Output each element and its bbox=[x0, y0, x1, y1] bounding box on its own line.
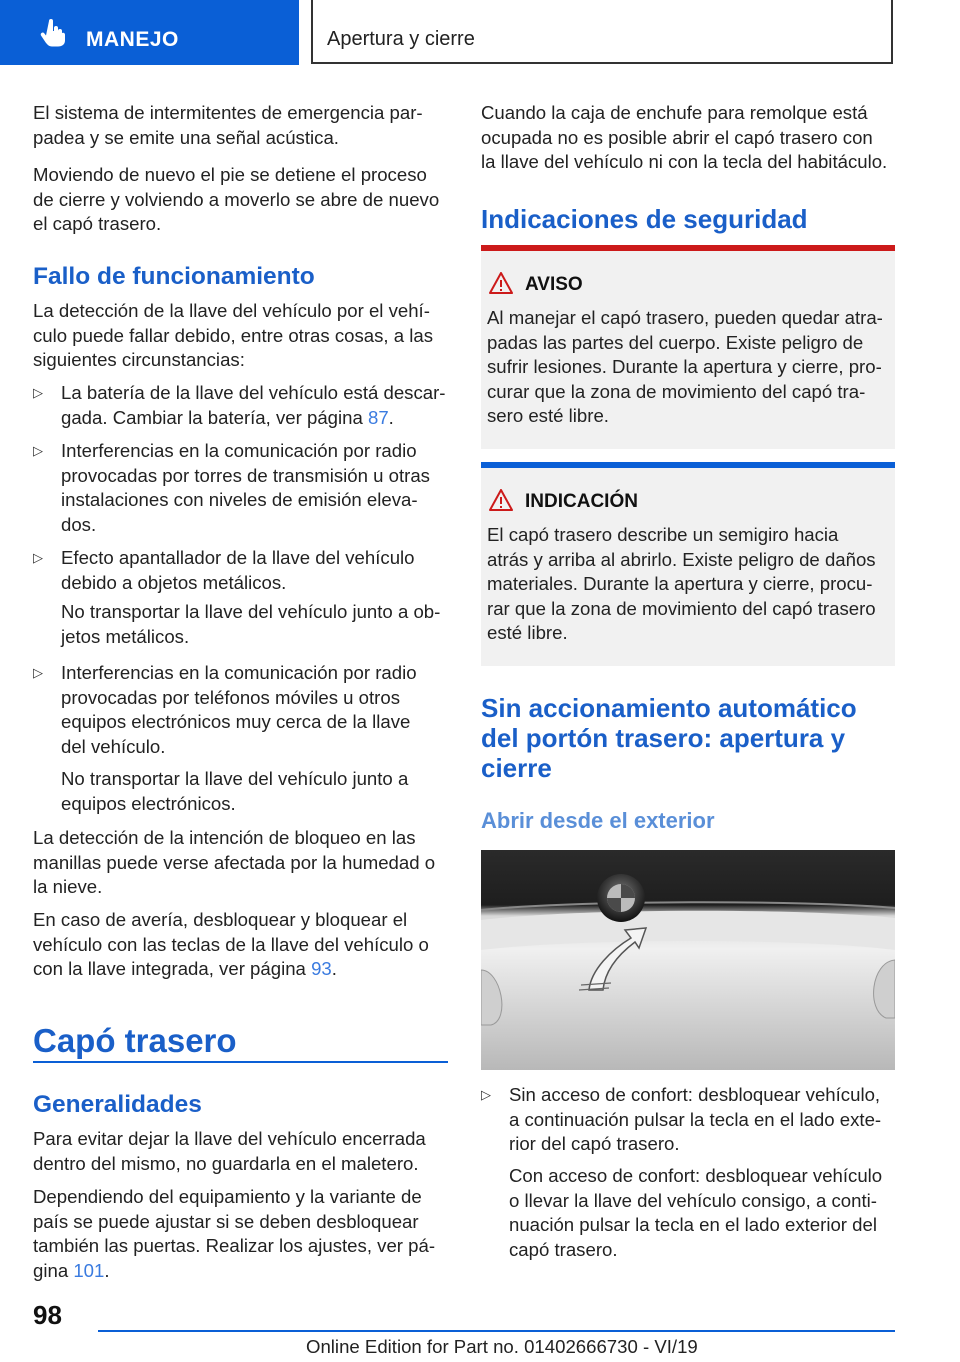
paragraph: Dependiendo del equipamiento y la variante de país se puede ajustar si se deben desbloquear también las puertas. Realizar los ajustes, ver pá‐ gina bbox=[33, 1186, 436, 1281]
bullet-triangle-icon: ▷ bbox=[33, 443, 43, 458]
page-link[interactable]: 101 bbox=[73, 1259, 105, 1281]
page-number: 98 bbox=[33, 1300, 62, 1330]
list-item-text: Interferencias en la comunicación por radio provocadas por torres de transmisión u otras instalaciones con niveles de emisión eleva‐ dos. bbox=[61, 440, 430, 535]
paragraph: La detección de la intención de bloqueo en las manillas puede verse afectada por la humedad o la nieve. bbox=[33, 827, 436, 898]
heading-seguridad: Indicaciones de seguridad bbox=[481, 204, 808, 234]
list-item-text: Efecto apantallador de la llave del vehículo debido a objetos metálicos. bbox=[61, 547, 415, 593]
list-item-subtext: Con acceso de confort: desbloquear vehículo o llevar la llave del vehículo consigo, a conti‐ nuación pulsar la tecla en el lado exterior del capó trasero. bbox=[509, 1165, 883, 1260]
notice-bar bbox=[481, 462, 895, 468]
section-title: Apertura y cierre bbox=[327, 28, 475, 50]
list-item-text: Sin acceso de confort: desbloquear vehículo, a continuación pulsar la tecla en el lado exte‐ rior del capó trasero. bbox=[509, 1084, 882, 1155]
warning-title: AVISO bbox=[525, 274, 583, 295]
bullet-triangle-icon: ▷ bbox=[33, 550, 43, 565]
paragraph: La detección de la llave del vehículo por el vehí‐ culo puede fallar debido, entre otras cosas, a las siguientes circunstancias: bbox=[33, 300, 434, 371]
paragraph: En caso de avería, desbloquear y bloquear el vehículo con las teclas de la llave del vehículo o con la llave integrada, ver página bbox=[33, 909, 429, 980]
paragraph: Para evitar dejar la llave del vehículo encerrada dentro del mismo, no guardarla en el maletero. bbox=[33, 1128, 426, 1174]
list-item-text: La batería de la llave del vehículo está descar‐ gada. Cambiar la batería, ver página bbox=[61, 382, 446, 428]
bullet-triangle-icon: ▷ bbox=[33, 665, 43, 680]
paragraph: El sistema de intermitentes de emergencia par‐ padea y se emite una señal acústica. bbox=[33, 102, 423, 148]
warning-triangle-icon bbox=[489, 489, 513, 511]
paragraph: Cuando la caja de enchufe para remolque está ocupada no es posible abrir el capó trasero con la llave del vehículo ni con la tecla del habitáculo. bbox=[481, 102, 888, 173]
hand-pointer-icon bbox=[38, 18, 68, 48]
footer-divider bbox=[98, 1330, 895, 1332]
warning-box bbox=[481, 245, 895, 449]
notice-text: El capó trasero describe un semigiro hacia atrás y arriba al abrirlo. Existe peligro de daños materiales. Durante la apertura y cierre, procu‐ rar que la zona de movimiento del capó trasero esté libre. bbox=[487, 524, 876, 644]
notice-title: INDICACIÓN bbox=[525, 491, 638, 512]
chapter-tab bbox=[0, 0, 299, 65]
list-item-subtext: No transportar la llave del vehículo junto a equipos electrónicos. bbox=[61, 768, 409, 814]
page-link[interactable]: 87 bbox=[367, 406, 389, 428]
section-header bbox=[311, 0, 893, 64]
heading-fallo: Fallo de funcionamiento bbox=[33, 263, 315, 290]
page-link[interactable]: 93 bbox=[311, 958, 332, 980]
paragraph: Moviendo de nuevo el pie se detiene el proceso de cierre y volviendo a moverlo se abre de nuevo el capó trasero. bbox=[33, 164, 440, 235]
edition-text: Online Edition for Part no. 01402666730 - VI/19 bbox=[306, 1336, 698, 1357]
section-divider bbox=[33, 1061, 448, 1063]
bullet-triangle-icon: ▷ bbox=[481, 1087, 491, 1102]
chapter-title: MANEJO bbox=[86, 28, 179, 51]
heading-capo: Capó trasero bbox=[33, 1022, 237, 1059]
warning-bar bbox=[481, 245, 895, 251]
notice-box bbox=[481, 462, 895, 666]
list-item-text: Interferencias en la comunicación por radio provocadas por teléfonos móviles u otros equipos electrónicos muy cerca de la llave del vehículo. bbox=[61, 662, 417, 757]
warning-text: Al manejar el capó trasero, pueden quedar atra‐ padas las partes del cuerpo. Existe peligro de sufrir lesiones. Durante la apertura y cierre, pro‐ curar que la zona de movimiento del capó tra‐ sero esté libre. bbox=[487, 307, 883, 427]
tailgate-photo bbox=[481, 850, 895, 1070]
heading-abrir-exterior: Abrir desde el exterior bbox=[481, 808, 715, 833]
heading-sin-accionamiento: Sin accionamiento automático del portón trasero: apertura y cierre bbox=[481, 693, 857, 783]
list-item-subtext: No transportar la llave del vehículo junto a ob‐ jetos metálicos. bbox=[61, 601, 441, 647]
heading-generalidades: Generalidades bbox=[33, 1091, 202, 1118]
warning-triangle-icon bbox=[489, 272, 513, 294]
bullet-triangle-icon: ▷ bbox=[33, 385, 43, 400]
